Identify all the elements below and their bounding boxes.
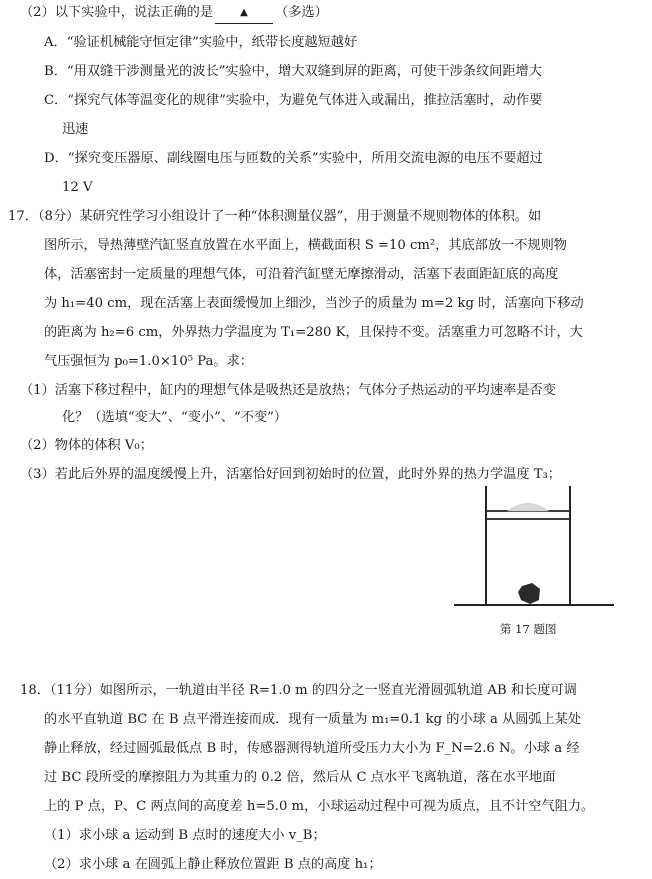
q18-line-3: 静止释放，经过圆弧最低点 B 时，传感器测得轨道所受压力大小为 F_N=2.6 N。小球 a 经 [44,741,580,756]
option-d-line1: D．“探究变压器原、副线圈电压与匝数的关系”实验中，所用交流电源的电压不要超过 [44,151,543,166]
q17-line-6: 气压强恒为 p₀=1.0×10⁵ Pa。求： [44,354,253,369]
q16-part2-stem [20,4,328,24]
q18-line-1: 18．（11分）如图所示，一轨道由半径 R=1.0 m 的四分之一竖直光滑圆弧轨道 AB 和长度可调 [20,683,577,698]
q17-sub1-line1: （1）活塞下移过程中，缸内的理想气体是吸热还是放热；气体分子热运动的平均速率是否变 [20,383,556,398]
q18-line-5: 上的 P 点，P、C 两点间的高度差 h=5.0 m，小球运动过程中可视为质点，且不计空气阻力。 [44,799,595,814]
option-b: B．“用双缝干涉测量光的波长”实验中，增大双缝到屏的距离，可使干涉条纹间距增大 [44,64,542,79]
option-c-line1: C．“探究气体等温变化的规律”实验中，为避免气体进入或漏出，推拉活塞时，动作要 [44,93,543,108]
q18-sub2: （2）求小球 a 在圆弧上静止释放位置距 B 点的高度 h₁； [44,857,382,872]
q17-line-1: 17．（8分）某研究性学习小组设计了一种“体积测量仪器”，用于测量不规则物体的体积。如 [8,209,542,224]
irregular-object [518,583,540,604]
q17-line-3: 体，活塞密封一定质量的理想气体，可沿着汽缸壁无摩擦滑动，活塞下表面距缸底的高度 [44,267,559,282]
q17-sub2: （2）物体的体积 V₀； [20,438,153,453]
answer-blank [215,4,273,24]
q17-sub1-line2: 化？（选填“变大”、“变小”、“不变”） [62,410,288,425]
option-a: A．“验证机械能守恒定律”实验中，纸带长度越短越好 [44,35,358,50]
q18-line-4: 过 BC 段所受的摩擦阻力为其重力的 0.2 倍，然后从 C 点水平飞离轨道，落在水平地面 [44,770,556,785]
q16-part2-prefix: （2）以下实验中，说法正确的是 [20,5,214,20]
option-d-line2: 12 V [62,180,93,195]
q17-sub3: （3）若此后外界的温度缓慢上升，活塞恰好回到初始时的位置，此时外界的热力学温度 T₃； [20,467,561,482]
q17-line-4: 为 h₁=40 cm，现在活塞上表面缓慢加上细沙，当沙子的质量为 m=2 kg 时，活塞向下移动 [44,296,584,311]
option-c-line2: 迅速 [62,122,89,137]
figure-caption: 第 17 题图 [500,622,557,636]
q17-line-2: 图所示，导热薄壁汽缸竖直放置在水平面上，横截面积 S =10 cm²，其底部放一不规则物 [44,238,567,253]
triangle-marker: ▲ [240,7,248,18]
q18-sub1: （1）求小球 a 运动到 B 点时的速度大小 v_B； [44,828,326,843]
q18-line-2: 的水平直轨道 BC 在 B 点平滑连接而成．现有一质量为 m₁=0.1 kg 的小球 a 从圆弧上某处 [44,712,582,727]
q17-line-5: 的距离为 h₂=6 cm，外界热力学温度为 T₁=280 K，且保持不变。活塞重力可忽略不计，大 [44,325,583,340]
q17-figure-cylinder [448,478,618,618]
sand-heap [508,504,548,512]
q16-part2-suffix: （多选） [275,5,328,20]
